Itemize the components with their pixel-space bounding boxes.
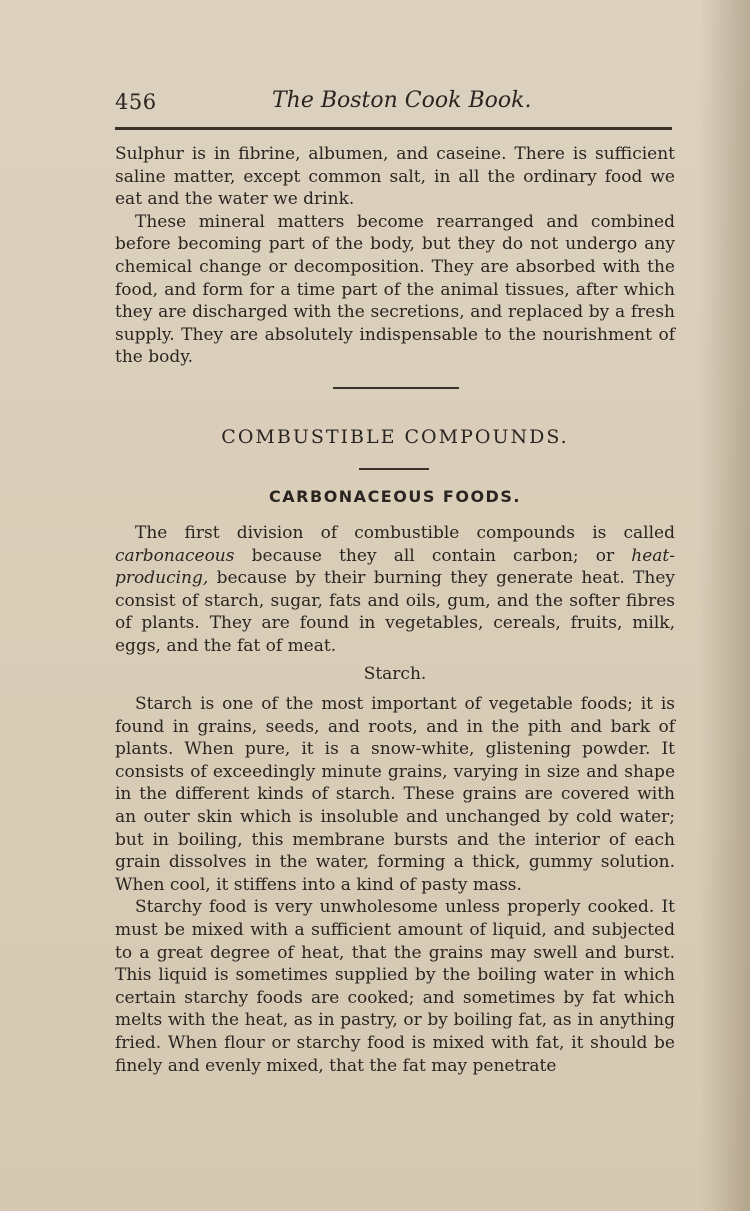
text-run: because by their burning they generate heat. They consist of starch, sugar, fats and oils, gum, and the softer fibres of plants. They are found in vegetables, cereals, fruits, milk, eggs, and the fat of meat.	[115, 568, 675, 656]
section-heading: COMBUSTIBLE COMPOUNDS.	[221, 426, 569, 448]
carbonaceous-section	[115, 522, 675, 658]
section-divider	[333, 387, 459, 389]
starch-section	[115, 693, 675, 1077]
paragraph: Sulphur is in fibrine, albumen, and caseine. There is sufficient saline matter, except common salt, in all the ordinary food we eat and the water we drink.	[115, 144, 675, 210]
page-number: 456	[115, 90, 157, 114]
italic-term: heat-producing,	[115, 545, 675, 589]
starch-heading: Starch.	[363, 664, 427, 684]
text-run: because they all contain carbon; or	[234, 545, 632, 566]
text-run: The first division of combustible compounds is called	[135, 523, 675, 543]
paragraph: These mineral matters become rearranged and combined before becoming part of the body, but they do not undergo any chemical change or decomposition. They are absorbed with the food, and form for a time part of the animal tissues, after which they are discharged with the secretions, and replaced by a fresh supply. They are absolutely indispensable to the nourishment of the body.	[115, 211, 675, 368]
paragraph: Starch is one of the most important of vegetable foods; it is found in grains, seeds, and roots, and in the pith and bark of plants. When pure, it is a snow-white, glistening powder. It consists of exceedingly minute grains, varying in size and shape in the different kinds of starch. These grains are covered with an outer skin which is insoluble and unchanged by cold water; but in boiling, this membrane bursts and the interior of each grain dissolves in the water, forming a thick, gummy solution. When cool, it stiffens into a kind of pasty mass.	[115, 694, 675, 895]
paragraph: Starchy food is very unwholesome unless properly cooked. It must be mixed with a sufficient amount of liquid, and subjected to a great degree of heat, that the grains may swell and burst. This liquid is sometimes supplied by the boiling water in which certain starchy foods are cooked; and sometimes by fat which melts with the heat, as in pastry, or by boiling fat, as in anything fried. When flour or starchy food is mixed with fat, it should be finely and evenly mixed, that the fat may penetrate	[115, 897, 675, 1076]
mineral-section	[115, 143, 675, 369]
heading-divider	[359, 468, 429, 470]
subsection-heading: CARBONACEOUS FOODS.	[269, 487, 521, 506]
paragraph	[115, 522, 675, 658]
italic-term: carbonaceous	[115, 545, 235, 566]
running-title: The Boston Cook Book.	[272, 88, 532, 113]
header-rule	[115, 127, 672, 130]
